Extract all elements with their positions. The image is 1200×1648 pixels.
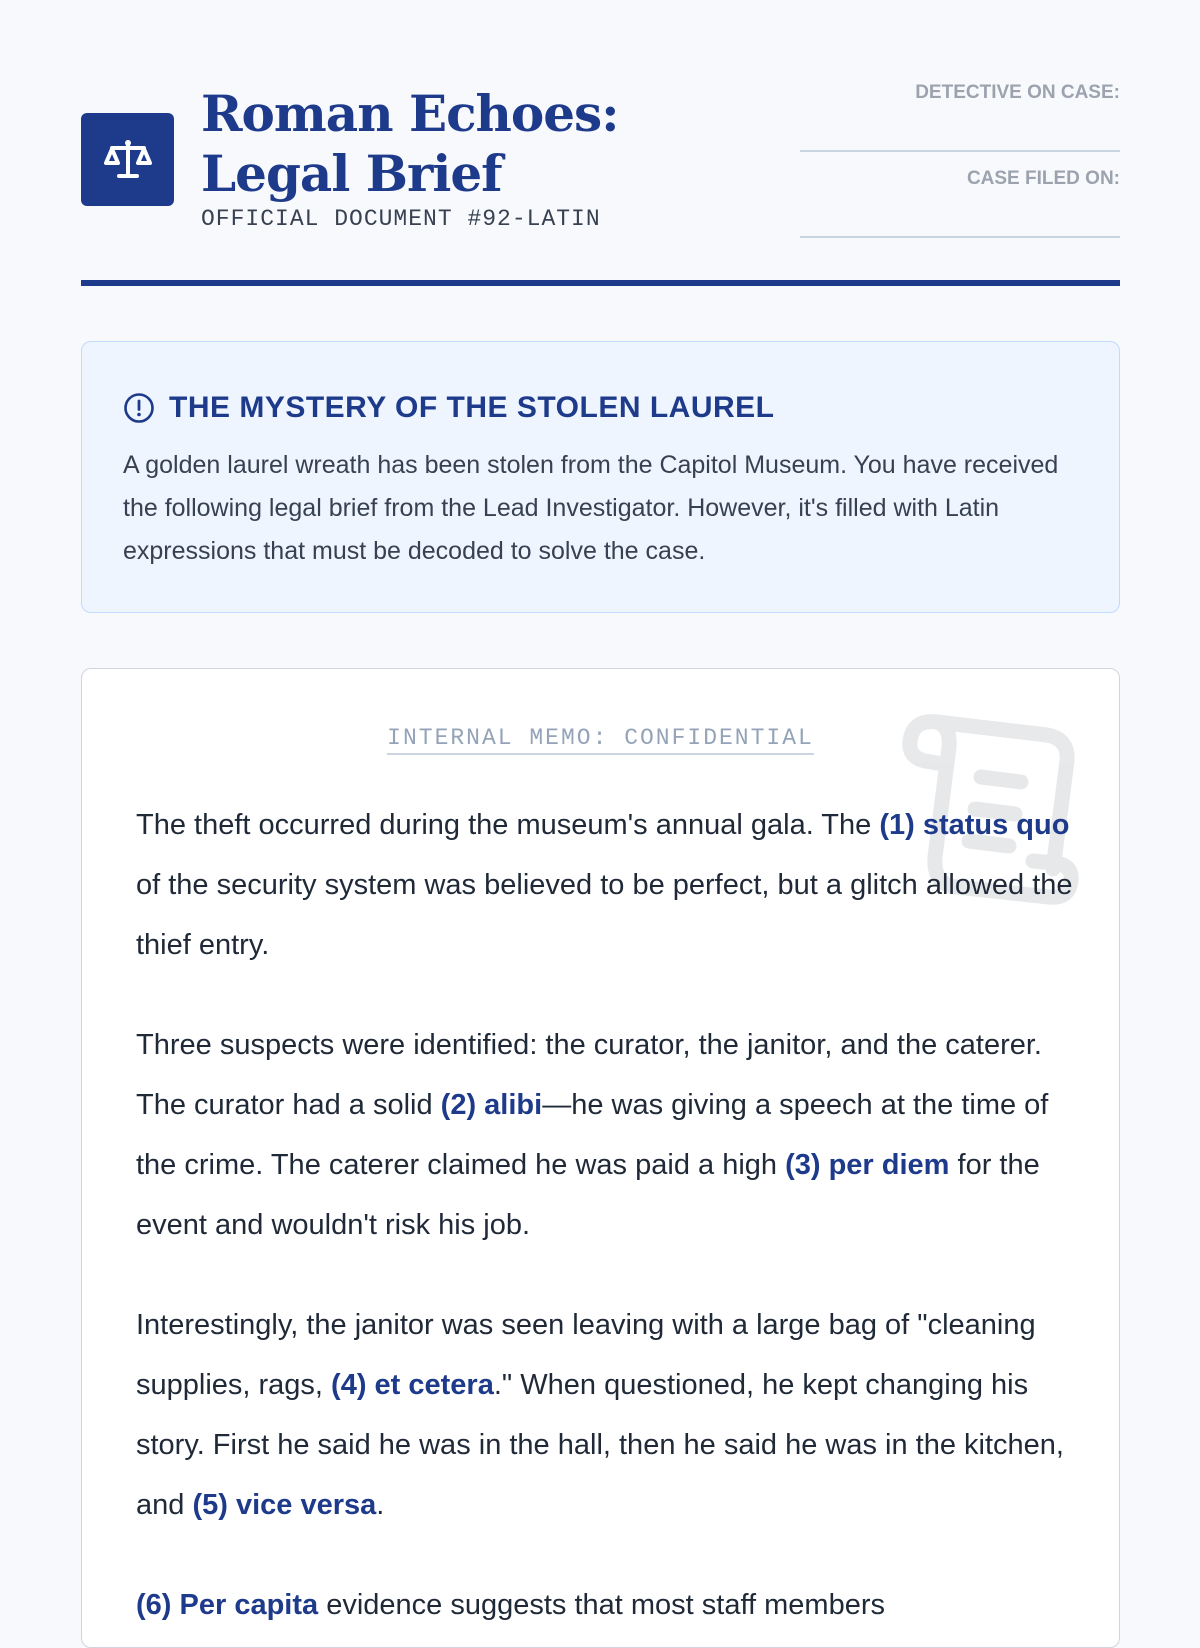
memo-paragraph — [136, 795, 1076, 975]
mystery-title: THE MYSTERY OF THE STOLEN LAUREL — [169, 391, 775, 424]
memo-text: for the event and wouldn't risk his job. — [136, 1149, 1040, 1241]
memo-text: Three suspects were identified: the curator, the janitor, and the caterer. The curator had a solid — [136, 1029, 1042, 1121]
filed-date-label: CASE FILED ON: — [966, 168, 1120, 189]
memo-text: ." When questioned, he kept changing his story. First he said he was in the hall, then he said he was in the kitchen, and — [136, 1369, 1064, 1521]
memo-paragraph — [136, 1015, 1076, 1255]
latin-term-5[interactable]: (5) vice versa — [192, 1489, 377, 1521]
alert-circle-icon — [123, 392, 155, 424]
filed-date-field[interactable] — [800, 164, 1120, 250]
latin-term-2[interactable]: (2) alibi — [440, 1089, 543, 1121]
memo-text: Interestingly, the janitor was seen leaving with a large bag of "cleaning supplies, rags, — [136, 1309, 1036, 1401]
detective-field[interactable] — [800, 78, 1120, 164]
memo-paragraph — [136, 1575, 1076, 1635]
latin-term-3[interactable]: (3) per diem — [785, 1149, 950, 1181]
filed-date-line — [800, 236, 1120, 238]
document-title: Roman Echoes: Legal Brief — [201, 84, 619, 203]
memo-card — [81, 668, 1120, 1648]
header-divider — [81, 280, 1120, 286]
memo-text: The theft occurred during the museum's annual gala. The — [136, 809, 880, 841]
latin-term-1[interactable]: (1) status quo — [879, 809, 1070, 841]
case-meta — [800, 78, 1120, 250]
memo-body — [136, 795, 1076, 1648]
mystery-header — [123, 388, 1078, 428]
memo-text: evidence suggests that most staff members — [318, 1589, 885, 1621]
memo-text: of the security system was believed to be perfect, but a glitch allowed the thief entry. — [136, 869, 1073, 961]
legal-brief-page — [81, 0, 1120, 1621]
latin-term-6[interactable]: (6) Per capita — [136, 1589, 319, 1621]
memo-text: . — [376, 1489, 385, 1521]
document-header — [81, 0, 1120, 288]
document-number: OFFICIAL DOCUMENT #92-LATIN — [201, 206, 601, 232]
logo — [81, 113, 174, 206]
scales-icon — [103, 135, 153, 185]
latin-term-4[interactable]: (4) et cetera — [331, 1369, 494, 1401]
memo-heading-text: INTERNAL MEMO: CONFIDENTIAL — [387, 725, 814, 755]
mystery-callout — [81, 341, 1120, 613]
memo-heading — [82, 725, 1119, 751]
memo-paragraph — [136, 1295, 1076, 1535]
memo-text: —he was giving a speech at the time of the crime. The caterer claimed he was paid a high — [136, 1089, 1049, 1181]
detective-signature-line — [800, 150, 1120, 152]
detective-label: DETECTIVE ON CASE: — [915, 82, 1120, 103]
mystery-description: A golden laurel wreath has been stolen from the Capitol Museum. You have received the following legal brief from the Lead Investigator. However, it's filled with Latin expressions that must be decoded to solve the case. — [123, 451, 1059, 565]
